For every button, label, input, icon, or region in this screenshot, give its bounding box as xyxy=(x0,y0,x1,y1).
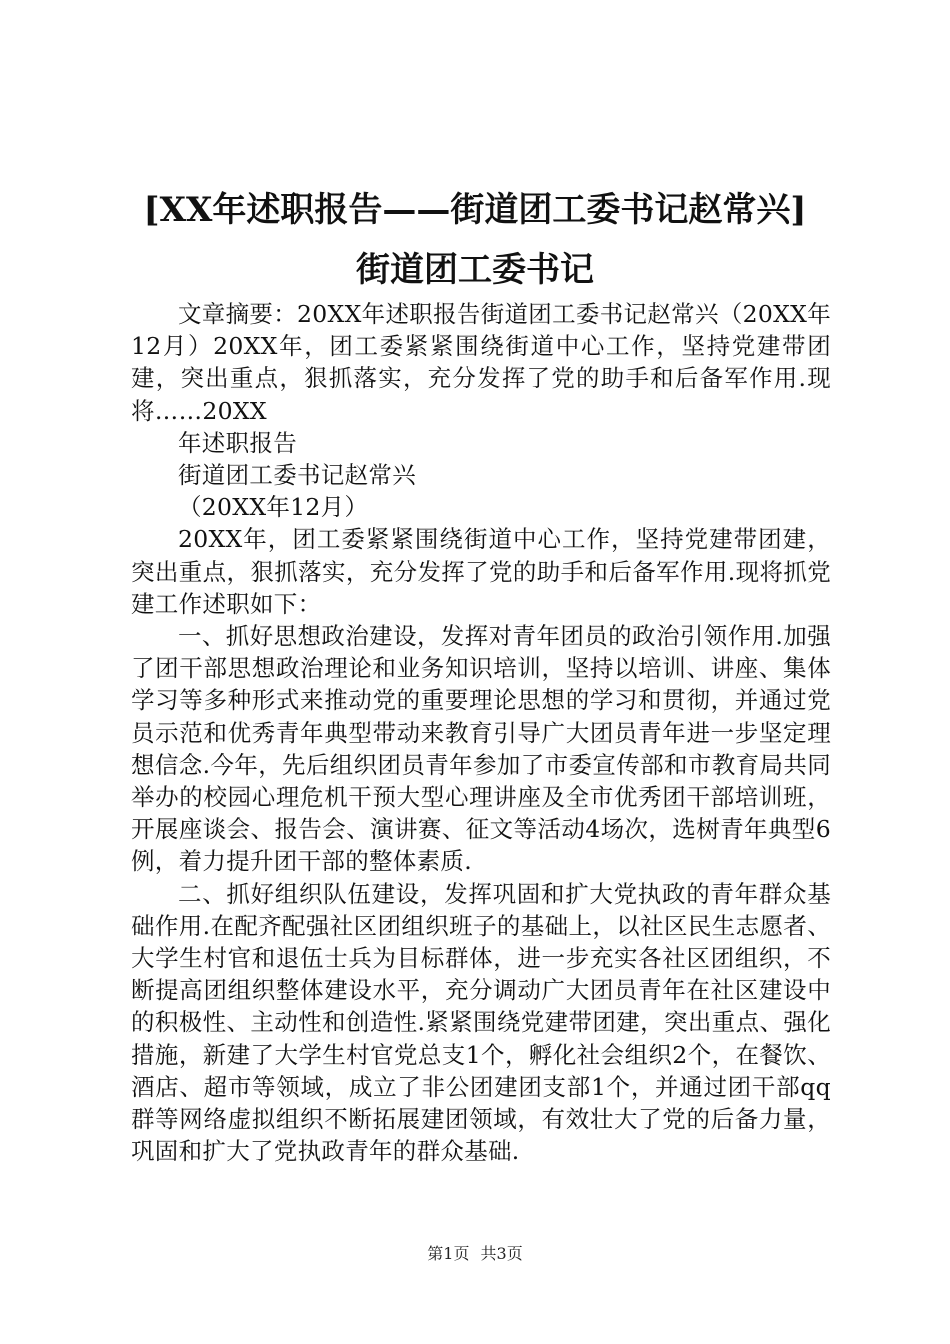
report-label-line: 年述职报告 xyxy=(178,428,297,457)
document-body xyxy=(131,298,831,1167)
document-subtitle: 街道团工委书记 xyxy=(356,250,594,290)
page-number: 第1页 xyxy=(427,1244,470,1263)
date-line: （20XX年12月） xyxy=(178,493,369,522)
page-total: 共3页 xyxy=(480,1244,523,1263)
intro-paragraph: 20XX年，团工委紧紧围绕街道中心工作，坚持党建带团建，突出重点，狠抓落实，充分发挥了党的助手和后备军作用.现将抓党建工作述职如下： xyxy=(131,525,831,618)
section-two-paragraph: 二、抓好组织队伍建设，发挥巩固和扩大党执政的青年群众基础作用.在配齐配强社区团组织班子的基础上，以社区民生志愿者、大学生村官和退伍士兵为目标群体，进一步充实各社区团组织，不断提高团组织整体建设水平，充分调动广大团员青年在社区建设中的积极性、主动性和创造性.紧紧围绕党建带团建，突出重点、强化措施，新建了大学生村官党总支1个，孵化社会组织2个，在餐饮、酒店、超市等领域，成立了非公团建团支部1个，并通过团干部qq群等网络虚拟组织不断拓展建团领域，有效壮大了党的后备力量，巩固和扩大了党执政青年的群众基础. xyxy=(131,879,831,1166)
document-title: [XX年述职报告——街道团工委书记赵常兴] xyxy=(143,190,807,230)
author-line: 街道团工委书记赵常兴 xyxy=(178,461,416,490)
section-one-paragraph: 一、抓好思想政治建设，发挥对青年团员的政治引领作用.加强了团干部思想政治理论和业务知识培训，坚持以培训、讲座、集体学习等多种形式来推动党的重要理论思想的学习和贯彻，并通过党员示范和优秀青年典型带动来教育引导广大团员青年进一步坚定理想信念.今年，先后组织团员青年参加了市委宣传部和市教育局共同举办的校园心理危机干预大型心理讲座及全市优秀团干部培训班，开展座谈会、报告会、演讲赛、征文等活动4场次，选树青年典型6例，着力提升团干部的整体素质. xyxy=(131,622,831,876)
page-footer xyxy=(0,1244,950,1264)
summary-paragraph: 文章摘要：20XX年述职报告街道团工委书记赵常兴（20XX年12月）20XX年，团工委紧紧围绕街道中心工作，坚持党建带团建，突出重点，狠抓落实，充分发挥了党的助手和后备军作用.现将……20XX xyxy=(131,300,831,425)
